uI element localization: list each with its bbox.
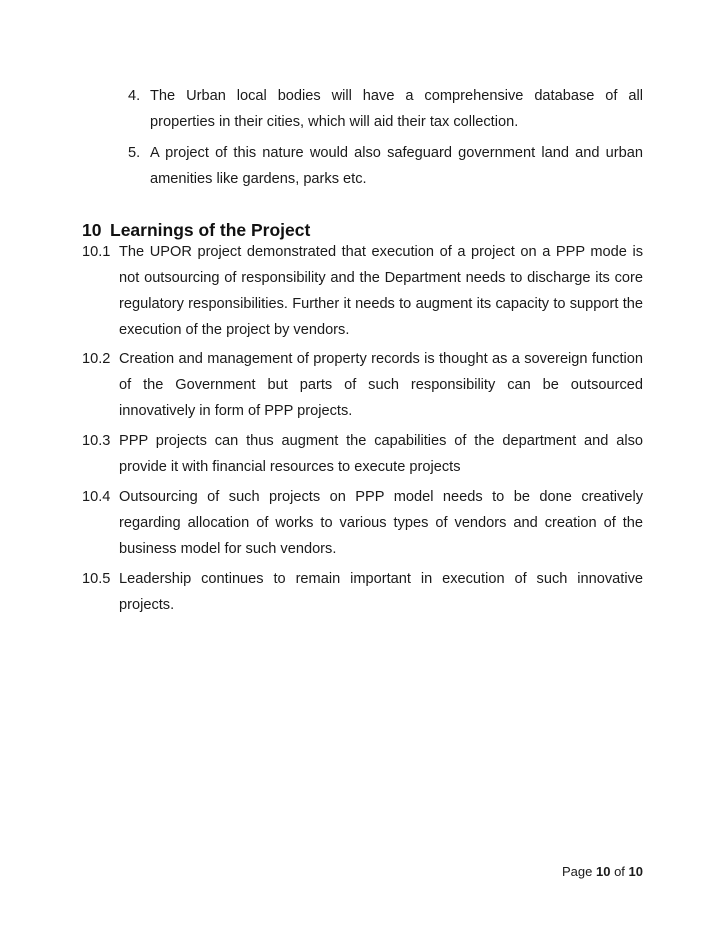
list-item-number: 4. xyxy=(128,88,141,104)
page-label: Page xyxy=(561,864,593,879)
list-item xyxy=(128,140,643,192)
subsection-number: 10.3 xyxy=(82,433,111,449)
subsection xyxy=(82,566,643,618)
current-page-number: 10 xyxy=(595,864,611,879)
subsection xyxy=(82,428,643,480)
page-of-label: of xyxy=(614,864,625,879)
list-item-number: 5. xyxy=(128,145,141,161)
subsection xyxy=(82,484,643,562)
subsection-number: 10.4 xyxy=(82,489,111,505)
list-item xyxy=(128,83,643,135)
subsection xyxy=(82,239,643,343)
subsection-text: PPP projects can thus augment the capabilities of the department and also provide it with financial resources to execute projects xyxy=(119,433,643,475)
section-heading-title: Learnings of the Project xyxy=(110,220,311,240)
section-heading-number: 10 xyxy=(82,220,102,240)
total-pages-number: 10 xyxy=(628,864,643,879)
page-footer xyxy=(562,864,643,879)
list-item-text: A project of this nature would also safeguard government land and urban amenities like gardens, parks etc. xyxy=(150,145,643,187)
subsection-number: 10.5 xyxy=(82,571,111,587)
subsection-text: Creation and management of property records is thought as a sovereign function of the Government but parts of such responsibility can be outsourced innovatively in form of PPP projects. xyxy=(119,351,643,419)
subsection-number: 10.1 xyxy=(82,244,111,260)
subsection-text: The UPOR project demonstrated that execution of a project on a PPP mode is not outsourcing of responsibility and the Department needs to discharge its core regulatory responsibilities. Further it needs to augment its capacity to support the execution of the project by vendors. xyxy=(119,244,643,338)
subsection-number: 10.2 xyxy=(82,351,111,367)
subsection xyxy=(82,346,643,424)
subsection-text: Outsourcing of such projects on PPP model needs to be done creatively regarding allocation of works to various types of vendors and creation of the business model for such vendors. xyxy=(119,489,643,557)
subsection-text: Leadership continues to remain important in execution of such innovative projects. xyxy=(119,571,643,613)
list-item-text: The Urban local bodies will have a comprehensive database of all properties in their cities, which will aid their tax collection. xyxy=(150,88,643,130)
